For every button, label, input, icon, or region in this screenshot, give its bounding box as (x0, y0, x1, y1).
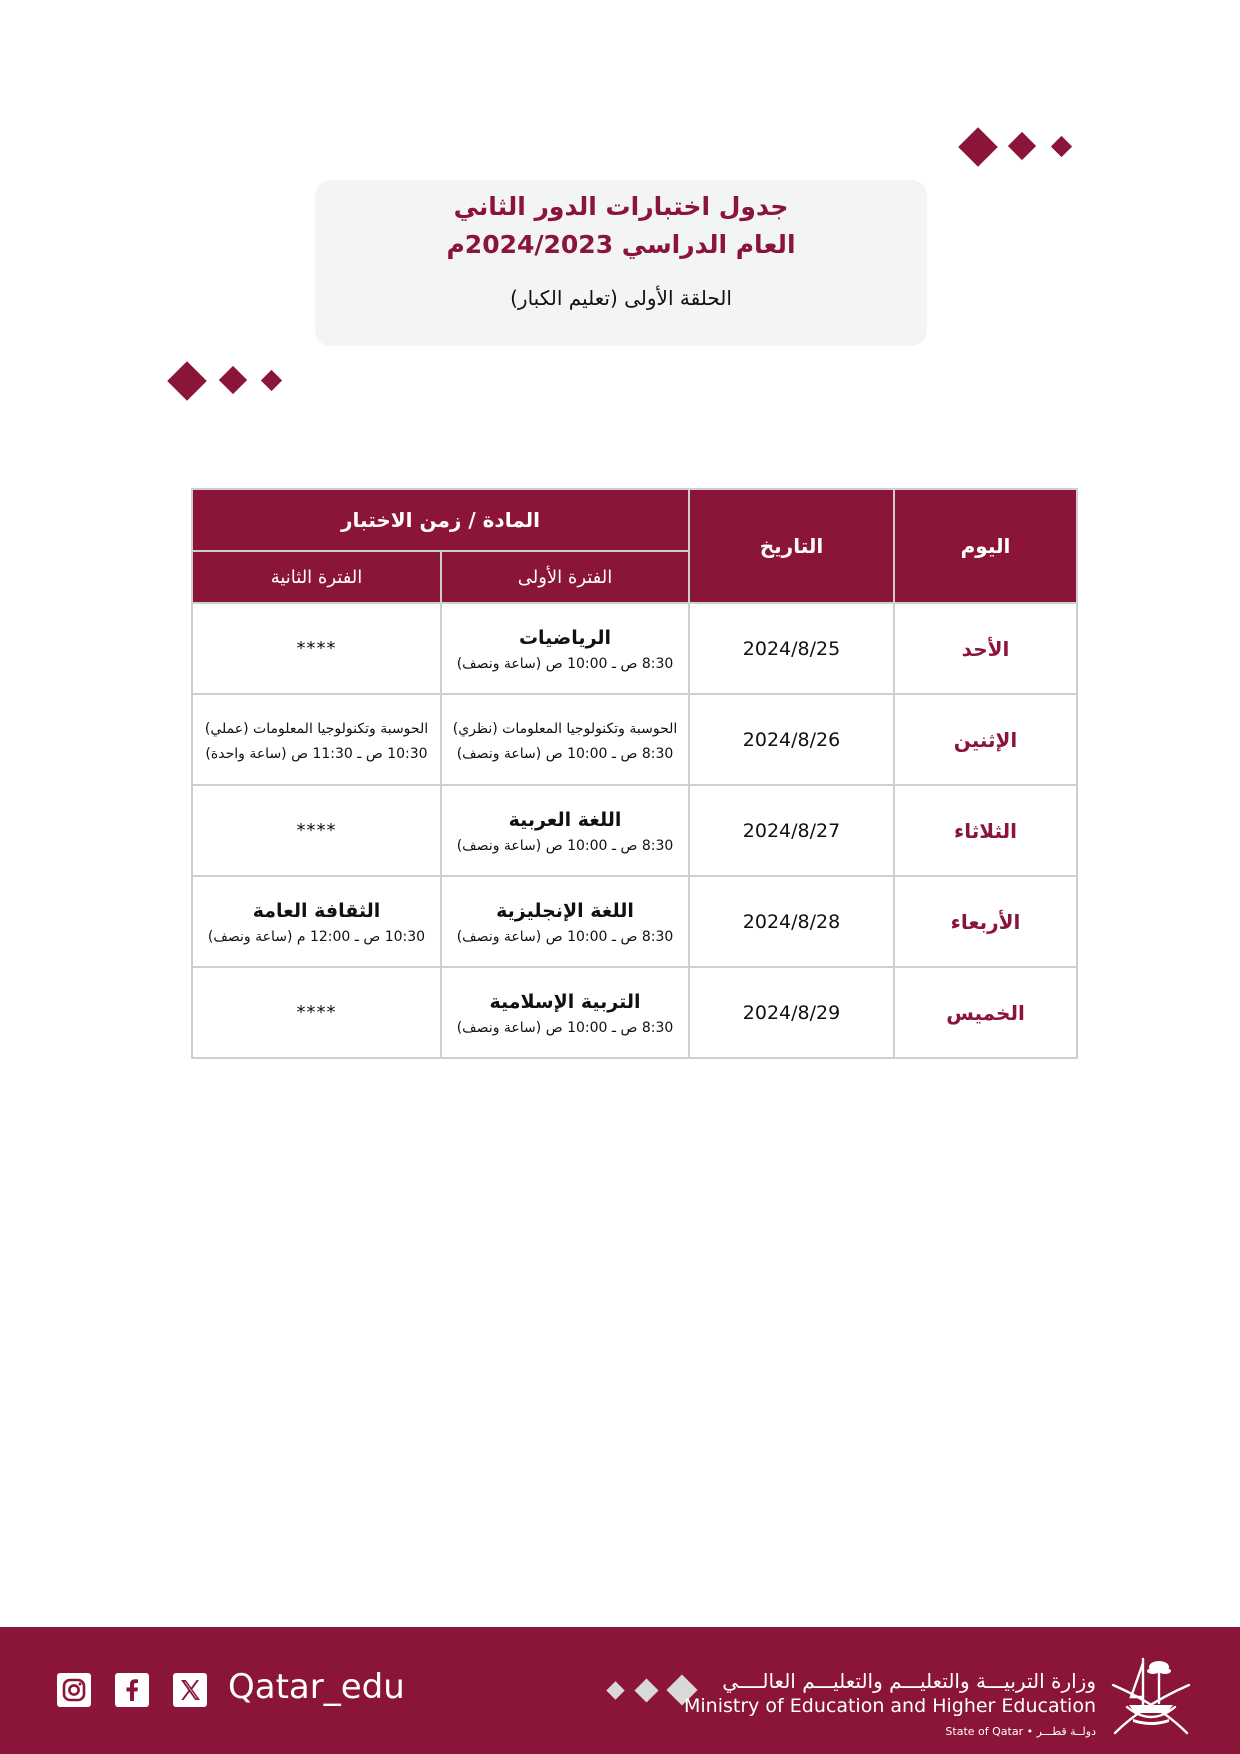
period-2-cell (192, 603, 441, 694)
table-row (192, 603, 1077, 694)
decor-diamond-large (167, 361, 207, 401)
table-row (192, 785, 1077, 876)
no-exam-marker: **** (296, 1002, 337, 1023)
footer-diamond-medium (634, 1678, 658, 1702)
period-1-cell (441, 785, 689, 876)
date-cell: 2024/8/27 (689, 785, 894, 876)
subject-name: التربية الإسلامية (489, 990, 641, 1013)
decor-diamond-large (958, 127, 998, 167)
header-period-2: الفترة الثانية (192, 551, 441, 603)
period-1-cell (441, 694, 689, 785)
day-cell: الأحد (894, 603, 1077, 694)
decor-diamond-medium (219, 366, 247, 394)
header-panel (315, 180, 927, 346)
period-1-cell (441, 876, 689, 967)
date-cell: 2024/8/26 (689, 694, 894, 785)
period-2-cell (192, 785, 441, 876)
period-2-cell (192, 694, 441, 785)
social-handle[interactable]: Qatar_edu (228, 1667, 405, 1707)
day-cell: الأربعاء (894, 876, 1077, 967)
ministry-name-english: Ministry of Education and Higher Education (683, 1695, 1096, 1717)
ministry-name-arabic: وزارة التربيـــة والتعليـــم والتعليـــم العالــــي (722, 1669, 1096, 1693)
day-cell: الثلاثاء (894, 785, 1077, 876)
facebook-icon[interactable] (115, 1673, 149, 1707)
day-cell: الإثنين (894, 694, 1077, 785)
exam-time: 10:30 ص ـ 11:30 ص (ساعة واحدة) (205, 745, 428, 762)
day-cell: الخميس (894, 967, 1077, 1058)
period-1-cell (441, 967, 689, 1058)
subject-name: اللغة الإنجليزية (496, 899, 634, 922)
date-cell: 2024/8/29 (689, 967, 894, 1058)
exam-time: 8:30 ص ـ 10:00 ص (ساعة ونصف) (456, 928, 674, 945)
period-2-cell (192, 876, 441, 967)
table-row (192, 876, 1077, 967)
qatar-emblem-icon (1103, 1645, 1199, 1749)
exam-time: 8:30 ص ـ 10:00 ص (ساعة ونصف) (456, 1019, 674, 1036)
page-title: جدول اختبارات الدور الثاني (453, 192, 789, 221)
x-icon[interactable] (173, 1673, 207, 1707)
state-label: State of Qatar • دولــة قطـــر (945, 1725, 1096, 1738)
header-day: اليوم (894, 489, 1077, 603)
decor-diamond-medium (1008, 132, 1036, 160)
exam-time: 10:30 ص ـ 12:00 م (ساعة ونصف) (207, 928, 426, 945)
footer-bar (0, 1627, 1240, 1754)
footer-diamond-small (606, 1681, 624, 1699)
page-subtitle: الحلقة الأولى (تعليم الكبار) (510, 286, 732, 310)
header-subject-time: المادة / زمن الاختبار (192, 489, 689, 551)
no-exam-marker: **** (296, 820, 337, 841)
table-row (192, 967, 1077, 1058)
exam-time: 8:30 ص ـ 10:00 ص (ساعة ونصف) (456, 655, 674, 672)
period-2-cell (192, 967, 441, 1058)
subject-name: الحوسبة وتكنولوجيا المعلومات (نظري) (452, 720, 678, 737)
table-row (192, 694, 1077, 785)
no-exam-marker: **** (296, 638, 337, 659)
subject-name: الثقافة العامة (252, 899, 381, 922)
exam-time: 8:30 ص ـ 10:00 ص (ساعة ونصف) (456, 837, 674, 854)
exam-time: 8:30 ص ـ 10:00 ص (ساعة ونصف) (456, 745, 674, 762)
academic-year: العام الدراسي 2024/2023م (446, 230, 796, 259)
date-cell: 2024/8/25 (689, 603, 894, 694)
subject-name: اللغة العربية (508, 808, 622, 831)
header-date: التاريخ (689, 489, 894, 603)
decor-diamond-small (261, 370, 282, 391)
exam-schedule-table (191, 488, 1078, 1059)
date-cell: 2024/8/28 (689, 876, 894, 967)
subject-name: الحوسبة وتكنولوجيا المعلومات (عملي) (204, 720, 429, 737)
period-1-cell (441, 603, 689, 694)
instagram-icon[interactable] (57, 1673, 91, 1707)
subject-name: الرياضيات (518, 626, 612, 649)
decor-diamond-small (1051, 136, 1072, 157)
header-period-1: الفترة الأولى (441, 551, 689, 603)
